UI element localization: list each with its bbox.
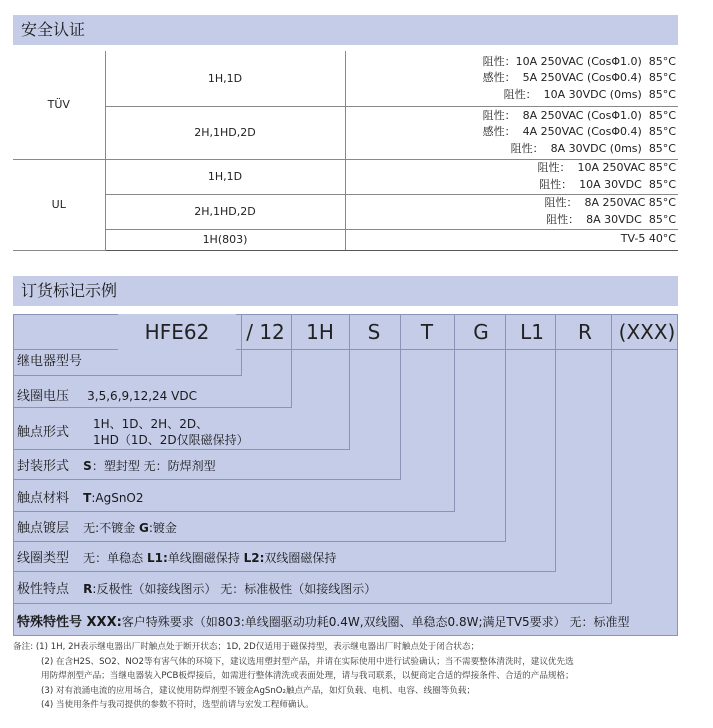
model-cell: 1H(803) (105, 229, 345, 250)
label-polarity (17, 581, 376, 598)
code-letter: L1: (146, 551, 168, 565)
row-value: 客户特殊要求（如803:单线圈驱动功耗0.4W,双线圈、单稳态0.8W;满足TV5要求） 无：标准型 (121, 615, 630, 629)
rating-line: 阻性： 8A 30VDC 85°C (546, 212, 676, 226)
note-line: 备注: (1) 1H, 2H表示继电器出厂时触点处于断开状态；1D, 2D仅适用于磁保持型，表示继电器出厂时触点处于闭合状态； (13, 642, 480, 652)
label-package (17, 458, 216, 475)
model-cell: 2H,1HD,2D (105, 106, 345, 159)
model-cell: 1H,1D (105, 51, 345, 106)
row-value: :镀金 (148, 521, 177, 535)
code-material: T (420, 320, 434, 344)
row-label: 触点镀层 (17, 521, 70, 536)
row-label: 继电器型号 (17, 354, 83, 369)
row-label: 线圈类型 (17, 551, 70, 566)
rating-line: 阻性： 10A 30VDC 85°C (539, 177, 676, 191)
certification-table (13, 51, 678, 251)
row-label: 极性特点 (17, 582, 70, 597)
rating-cell (345, 51, 678, 106)
note-line: (3) 对有浪涌电流的应用场合，建议使用防焊剂型不镀金AgSnO₂触点产品，如灯负载、电机、电容、线圈等负载； (41, 685, 476, 696)
label-special (17, 614, 630, 631)
row-value: :AgSnO2 (91, 491, 144, 505)
code-coil-voltage: / 12 (246, 320, 285, 344)
rating-cell: TV-5 40°C (345, 229, 678, 250)
row-value: 双线圈磁保持 (264, 551, 337, 565)
note-line: (4) 当使用条件与我司提供的参数不符时，选型前请与宏发工程师确认。 (41, 700, 314, 711)
row-value: 单线圈磁保持 (167, 551, 244, 565)
label-contact-material (17, 490, 144, 507)
rating-line: 阻性： 8A 250VAC 85°C (544, 196, 676, 209)
model-cell: 1H,1D (105, 159, 345, 194)
rating-cell (345, 106, 678, 159)
code-plating: G (473, 320, 489, 344)
row-label: 特殊特性号 XXX: (17, 615, 122, 630)
row-value: 无：单稳态 (83, 551, 147, 565)
row-value: ：塑封型 无：防焊剂型 (91, 459, 216, 473)
rating-line: 阻性：10A 250VAC (CosΦ1.0) 85°C (482, 54, 676, 68)
code-letter: R (83, 582, 93, 596)
row-value: 无:不镀金 (83, 521, 140, 535)
row-label: 触点材料 (17, 491, 70, 506)
row-label: 线圈电压 (17, 389, 70, 404)
table-row (13, 159, 678, 194)
table-row (13, 194, 678, 229)
rating-line: 感性： 4A 250VAC (CosΦ0.4) 85°C (482, 125, 676, 139)
code-letter: L2: (243, 551, 265, 565)
note-line: (2) 在含H2S、SO2、NO2等有害气体的环境下，建议选用塑封型产品，并请在实际使用中进行试验确认；当不需要整体清洗时，建议优先选 (41, 656, 574, 667)
row-value: :反极性（如接线图示） 无：标准极性（如接线图示） (92, 582, 377, 596)
code-letter: T (83, 491, 92, 505)
notes (13, 640, 703, 713)
code-model: HFE62 (118, 314, 236, 350)
order-example-header: 订货标记示例 (13, 276, 678, 306)
table-row (13, 229, 678, 250)
rating-line: 阻性： 10A 250VAC 85°C (537, 161, 676, 174)
row-value: 3,5,6,9,12,24 VDC (87, 389, 197, 403)
rating-cell (345, 194, 678, 229)
rating-cell (345, 159, 678, 194)
rating-line: 感性： 5A 250VAC (CosΦ0.4) 85°C (482, 71, 676, 84)
cert-agency-tuv: TÜV (13, 51, 105, 159)
cert-agency-ul: UL (13, 159, 105, 250)
note-line: 用防焊剂型产品；当继电器装入PCB板焊接后，如需进行整体清洗或表面处理，请与我司联系，以便商定合适的焊接条件、合适的产品规格； (41, 671, 574, 682)
contact-form-line1: 1H、1D、2H、2D、 (93, 417, 209, 431)
row-label: 触点形式 (17, 425, 70, 440)
code-polarity: R (578, 320, 592, 344)
row-label: 封装形式 (17, 459, 70, 474)
label-contact-plating (17, 520, 177, 537)
rating-line: 阻性： 10A 30VDC (0ms) 85°C (503, 87, 676, 101)
table-row (13, 106, 678, 159)
code-package: S (367, 320, 381, 344)
label-contact-form (17, 425, 69, 441)
label-relay-model (17, 354, 82, 370)
model-cell: 2H,1HD,2D (105, 194, 345, 229)
table-row (13, 51, 678, 106)
rating-line: 阻性： 8A 250VAC (CosΦ1.0) 85°C (482, 108, 676, 122)
code-letter: G (139, 521, 149, 535)
label-coil-type (17, 550, 336, 567)
safety-certification-header: 安全认证 (13, 15, 678, 45)
code-special: (XXX) (618, 320, 676, 344)
rating-line: 阻性： 8A 30VDC (0ms) 85°C (510, 141, 676, 155)
code-contact-form: 1H (306, 320, 334, 344)
label-coil-voltage (17, 388, 197, 405)
code-letter: S (83, 459, 92, 473)
code-coil-type: L1 (520, 320, 544, 344)
contact-form-line2: 1HD（1D、2D仅限磁保持） (93, 433, 249, 447)
